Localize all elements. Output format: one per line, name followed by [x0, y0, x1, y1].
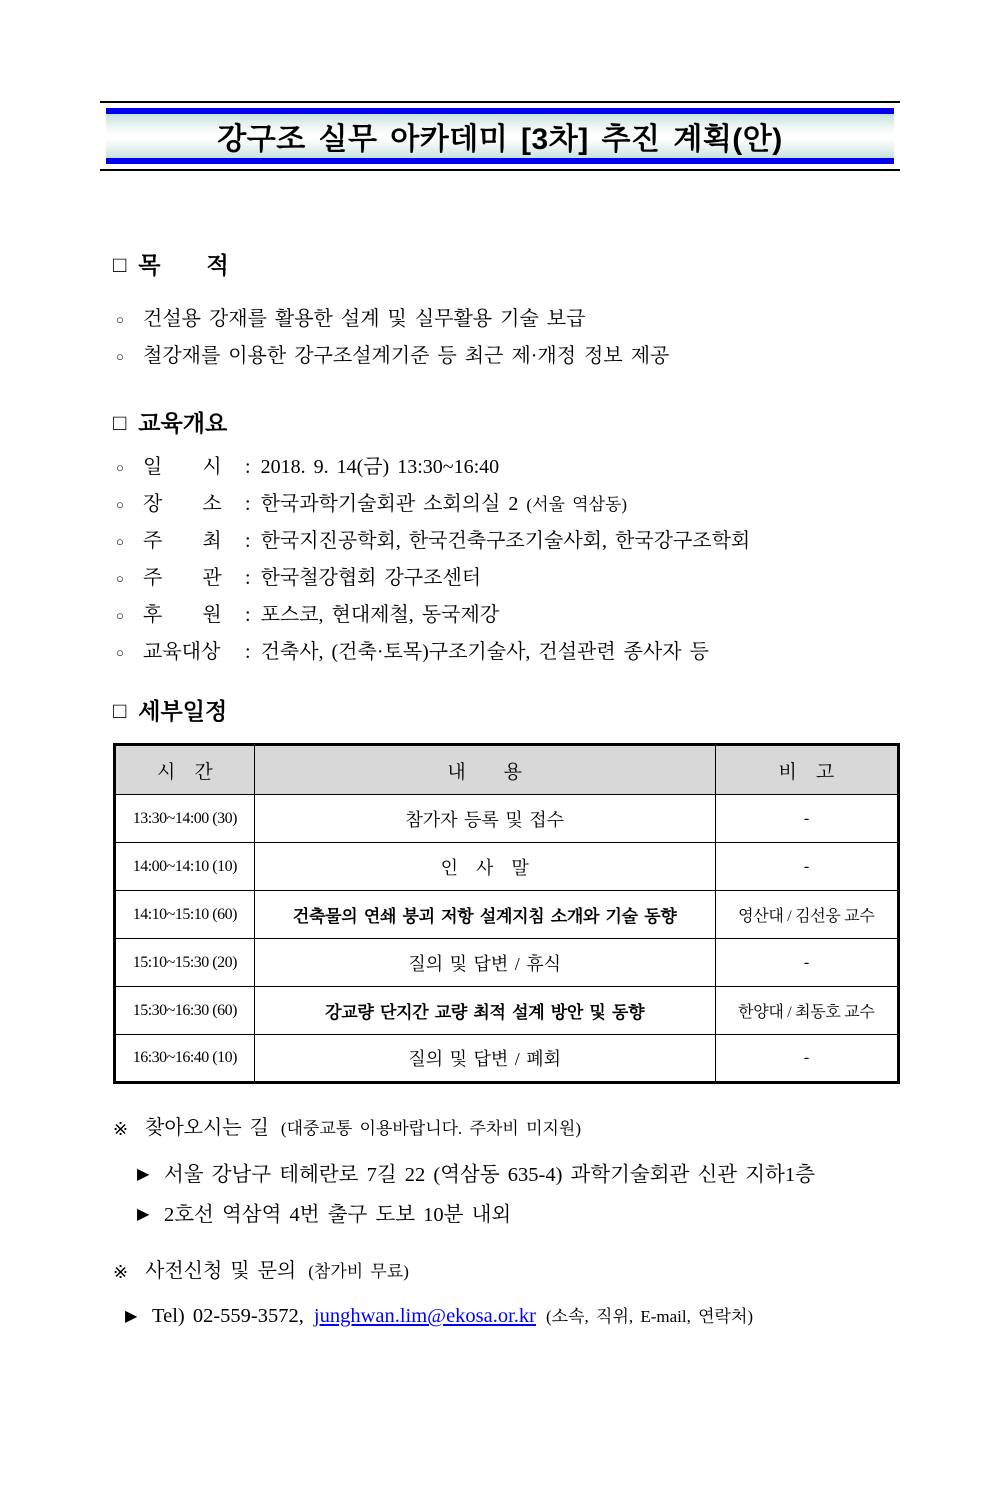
- overview-item: [113, 486, 900, 523]
- schedule-cell-note: -: [715, 1035, 898, 1083]
- directions-title-note: (대중교통 이용바랍니다. 주차비 미지원): [280, 1119, 581, 1138]
- overview-item-label: 후 원: [143, 604, 222, 626]
- overview-item: [113, 560, 900, 597]
- directions-item-text: 2호선 역삼역 4번 출구 도보 10분 내외: [164, 1204, 512, 1226]
- schedule-cell-time: 13:30~14:00 (30): [115, 795, 255, 843]
- reference-mark-icon: ※: [113, 1261, 129, 1282]
- overview-item: [113, 634, 900, 671]
- circle-bullet-icon: ○: [116, 645, 124, 660]
- circle-bullet-icon: ○: [116, 460, 124, 475]
- schedule-cell-content: 강교량 단지간 교량 최적 설계 방안 및 동향: [254, 987, 715, 1035]
- title-banner-frame: [100, 101, 900, 171]
- reference-mark-icon: ※: [113, 1118, 129, 1139]
- application-title: 사전신청 및 문의: [145, 1260, 297, 1282]
- circle-bullet-icon: ○: [116, 608, 124, 623]
- overview-item-label: 교육대상: [143, 641, 221, 663]
- contact-required-info: (소속, 직위, E-mail, 연락처): [546, 1307, 754, 1326]
- document-content: [0, 251, 992, 1333]
- overview-item-label: 일 시: [143, 456, 222, 478]
- schedule-cell-content: 건축물의 연쇄 붕괴 저항 설계지침 소개와 기술 동향: [254, 891, 715, 939]
- directions-item-list: [113, 1155, 900, 1235]
- square-bullet-icon: □: [113, 252, 127, 277]
- overview-item-separator: :: [245, 456, 251, 478]
- purpose-heading-label: 목 적: [138, 252, 229, 278]
- circle-bullet-icon: ○: [116, 312, 124, 327]
- schedule-cell-time: 15:10~15:30 (20): [115, 939, 255, 987]
- schedule-cell-note: 영산대 / 김선웅 교수: [715, 891, 898, 939]
- arrow-bullet-icon: ▶: [137, 1206, 150, 1223]
- contact-tel: Tel) 02-559-3572,: [152, 1305, 304, 1327]
- schedule-section-heading: [113, 697, 900, 725]
- circle-bullet-icon: ○: [116, 497, 124, 512]
- column-header-time: 시 간: [115, 745, 255, 795]
- contact-email-link[interactable]: junghwan.lim@ekosa.or.kr: [313, 1305, 537, 1327]
- overview-heading-label: 교육개요: [138, 410, 228, 436]
- schedule-cell-time: 14:00~14:10 (10): [115, 843, 255, 891]
- title-banner: [106, 108, 894, 164]
- contact-line: [113, 1300, 900, 1333]
- schedule-cell-content: 참가자 등록 및 접수: [254, 795, 715, 843]
- document-page: [0, 101, 992, 1504]
- schedule-cell-time: 14:10~15:10 (60): [115, 891, 255, 939]
- directions-title: 찾아오시는 길: [145, 1117, 269, 1139]
- schedule-cell-content: 질의 및 답변 / 휴식: [254, 939, 715, 987]
- column-header-content: 내 용: [254, 745, 715, 795]
- circle-bullet-icon: ○: [116, 349, 124, 364]
- page-title: 강구조 실무 아카데미 [3차] 추진 계획(안): [217, 123, 783, 156]
- overview-item-value: 2018. 9. 14(금) 13:30~16:40: [260, 456, 500, 478]
- schedule-row: [115, 795, 899, 843]
- schedule-row: [115, 891, 899, 939]
- schedule-row: [115, 987, 899, 1035]
- directions-item: [113, 1155, 900, 1195]
- purpose-item: [113, 301, 900, 338]
- overview-item-value: 건축사, (건축·토목)구조기술사, 건설관련 종사자 등: [260, 641, 709, 663]
- square-bullet-icon: □: [113, 698, 127, 723]
- overview-item-value: 한국과학기술회관 소회의실 2: [260, 493, 519, 515]
- overview-item-label: 장 소: [143, 493, 222, 515]
- overview-item-separator: :: [245, 530, 251, 552]
- application-heading: [113, 1257, 900, 1286]
- overview-item-value: 한국철강협회 강구조센터: [260, 567, 482, 589]
- directions-item: [113, 1195, 900, 1235]
- overview-item-value: 포스코, 현대제철, 동국제강: [260, 604, 500, 626]
- schedule-header-row: [115, 745, 899, 795]
- square-bullet-icon: □: [113, 410, 127, 435]
- overview-item: [113, 597, 900, 634]
- column-header-note: 비 고: [715, 745, 898, 795]
- overview-item: [113, 523, 900, 560]
- directions-item-text: 서울 강남구 테헤란로 7길 22 (역삼동 635-4) 과학기술회관 신관 지하1층: [164, 1164, 815, 1186]
- schedule-cell-note: -: [715, 939, 898, 987]
- overview-item-label: 주 최: [143, 530, 222, 552]
- schedule-heading-label: 세부일정: [138, 698, 228, 724]
- schedule-cell-note: 한양대 / 최동호 교수: [715, 987, 898, 1035]
- schedule-cell-content: 질의 및 답변 / 폐회: [254, 1035, 715, 1083]
- purpose-item-list: [113, 301, 900, 375]
- overview-item-note: (서울 역삼동): [526, 495, 628, 514]
- purpose-item-text: 철강재를 이용한 강구조설계기준 등 최근 제·개정 정보 제공: [143, 345, 670, 367]
- overview-item-separator: :: [245, 567, 251, 589]
- overview-item-separator: :: [245, 641, 251, 663]
- schedule-cell-content: 인 사 말: [254, 843, 715, 891]
- overview-item-value: 한국지진공학회, 한국건축구조기술사회, 한국강구조학회: [260, 530, 751, 552]
- purpose-item-text: 건설용 강재를 활용한 설계 및 실무활용 기술 보급: [143, 308, 586, 330]
- directions-heading: [113, 1114, 900, 1143]
- application-title-note: (참가비 무료): [308, 1262, 409, 1281]
- circle-bullet-icon: ○: [116, 571, 124, 586]
- schedule-cell-time: 16:30~16:40 (10): [115, 1035, 255, 1083]
- overview-item: [113, 449, 900, 486]
- schedule-table: [113, 743, 900, 1084]
- purpose-section-heading: [113, 251, 900, 279]
- arrow-bullet-icon: ▶: [125, 1307, 138, 1325]
- circle-bullet-icon: ○: [116, 534, 124, 549]
- schedule-cell-note: -: [715, 843, 898, 891]
- overview-section-heading: [113, 409, 900, 437]
- overview-item-separator: :: [245, 493, 251, 515]
- schedule-row: [115, 1035, 899, 1083]
- purpose-item: [113, 338, 900, 375]
- overview-item-label: 주 관: [143, 567, 222, 589]
- schedule-cell-note: -: [715, 795, 898, 843]
- overview-item-list: [113, 449, 900, 671]
- schedule-cell-time: 15:30~16:30 (60): [115, 987, 255, 1035]
- schedule-row: [115, 939, 899, 987]
- arrow-bullet-icon: ▶: [137, 1166, 150, 1183]
- overview-item-separator: :: [245, 604, 251, 626]
- schedule-row: [115, 843, 899, 891]
